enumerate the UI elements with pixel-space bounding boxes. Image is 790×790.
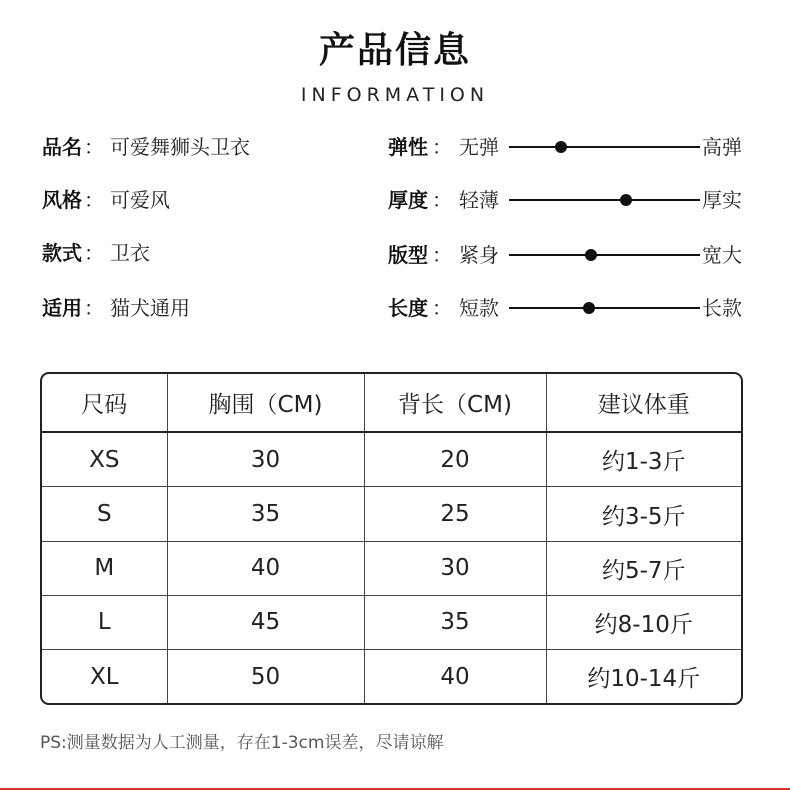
column-header: 尺码: [42, 374, 167, 432]
table-cell: 50: [167, 650, 364, 703]
page-subtitle: INFORMATION: [300, 84, 490, 106]
scale-knob: [583, 302, 595, 314]
scale-fit: [388, 240, 758, 270]
page-title: 产品信息: [318, 30, 471, 71]
info-value: 猫犬通用: [110, 296, 190, 320]
table-cell: 40: [167, 541, 364, 595]
table-cell: 约5-7斤: [546, 541, 741, 595]
info-row-style: [42, 185, 170, 215]
scale-track: [509, 307, 700, 309]
table-cell: L: [42, 595, 167, 649]
table-cell: 约10-14斤: [587, 666, 701, 693]
scale-knob: [555, 141, 567, 153]
info-value: 可爱舞狮头卫衣: [110, 135, 250, 159]
table-header-row: [42, 374, 741, 432]
info-row-name: [42, 132, 250, 162]
size-table: [40, 372, 743, 705]
scale-min-label: 无弹: [459, 135, 499, 159]
table-cell: 约3-5斤: [546, 487, 741, 541]
scale-knob: [620, 194, 632, 206]
scale-label: 长度: [388, 296, 428, 320]
scale-colon: ：: [432, 188, 452, 212]
table-cell: 30: [167, 432, 364, 487]
info-value: 卫衣: [110, 241, 150, 265]
table-cell: 45: [167, 595, 364, 649]
table-cell: 30: [364, 541, 546, 595]
table-cell: M: [42, 541, 167, 595]
table-row: [42, 541, 741, 595]
table-cell: XS: [42, 432, 167, 487]
scale-max-label: 长款: [702, 296, 742, 320]
table-cell: XL: [42, 650, 167, 703]
scale-track: [509, 199, 700, 201]
scale-knob: [585, 249, 597, 261]
scale-elasticity: [388, 132, 758, 162]
table-row: [42, 595, 741, 649]
table-row: [42, 650, 741, 703]
info-label: 适用: [42, 296, 82, 320]
scale-colon: ：: [432, 243, 452, 267]
table-cell: S: [42, 487, 167, 541]
scale-label: 厚度: [388, 188, 428, 212]
scale-thickness: [388, 185, 758, 215]
info-colon: ：: [84, 241, 104, 265]
info-value: 可爱风: [110, 188, 170, 212]
table-cell: 35: [364, 595, 546, 649]
scale-min-label: 轻薄: [459, 188, 499, 212]
table-cell: 25: [364, 487, 546, 541]
table-row: [42, 432, 741, 487]
info-row-applicable: [42, 293, 190, 323]
scale-min-label: 紧身: [459, 243, 499, 267]
scale-track: [509, 254, 700, 256]
scale-min-label: 短款: [459, 296, 499, 320]
info-colon: ：: [84, 188, 104, 212]
column-header: 背长（CM): [364, 374, 546, 432]
info-row-type: [42, 238, 150, 268]
info-label: 风格: [42, 188, 82, 212]
table-cell: 40: [364, 650, 546, 703]
info-colon: ：: [84, 296, 104, 320]
column-header: 胸围（CM): [167, 374, 364, 432]
scale-track: [509, 146, 700, 148]
info-label: 品名: [42, 135, 82, 159]
table-cell: 约8-10斤: [546, 595, 741, 649]
scale-max-label: 高弹: [702, 135, 742, 159]
scale-colon: ：: [432, 135, 452, 159]
measurement-note: PS:测量数据为人工测量，存在1-3cm误差，尽请谅解: [40, 733, 444, 753]
scale-label: 版型: [388, 243, 428, 267]
scale-max-label: 宽大: [702, 243, 742, 267]
table-cell: 35: [167, 487, 364, 541]
info-colon: ：: [84, 135, 104, 159]
table-cell: 约1-3斤: [546, 432, 741, 487]
scale-colon: ：: [432, 296, 452, 320]
column-header: 建议体重: [597, 392, 690, 418]
scale-max-label: 厚实: [702, 188, 742, 212]
info-label: 款式: [42, 241, 82, 265]
scale-label: 弹性: [388, 135, 428, 159]
table-row: [42, 487, 741, 541]
scale-length: [388, 293, 758, 323]
table-cell: 20: [364, 432, 546, 487]
